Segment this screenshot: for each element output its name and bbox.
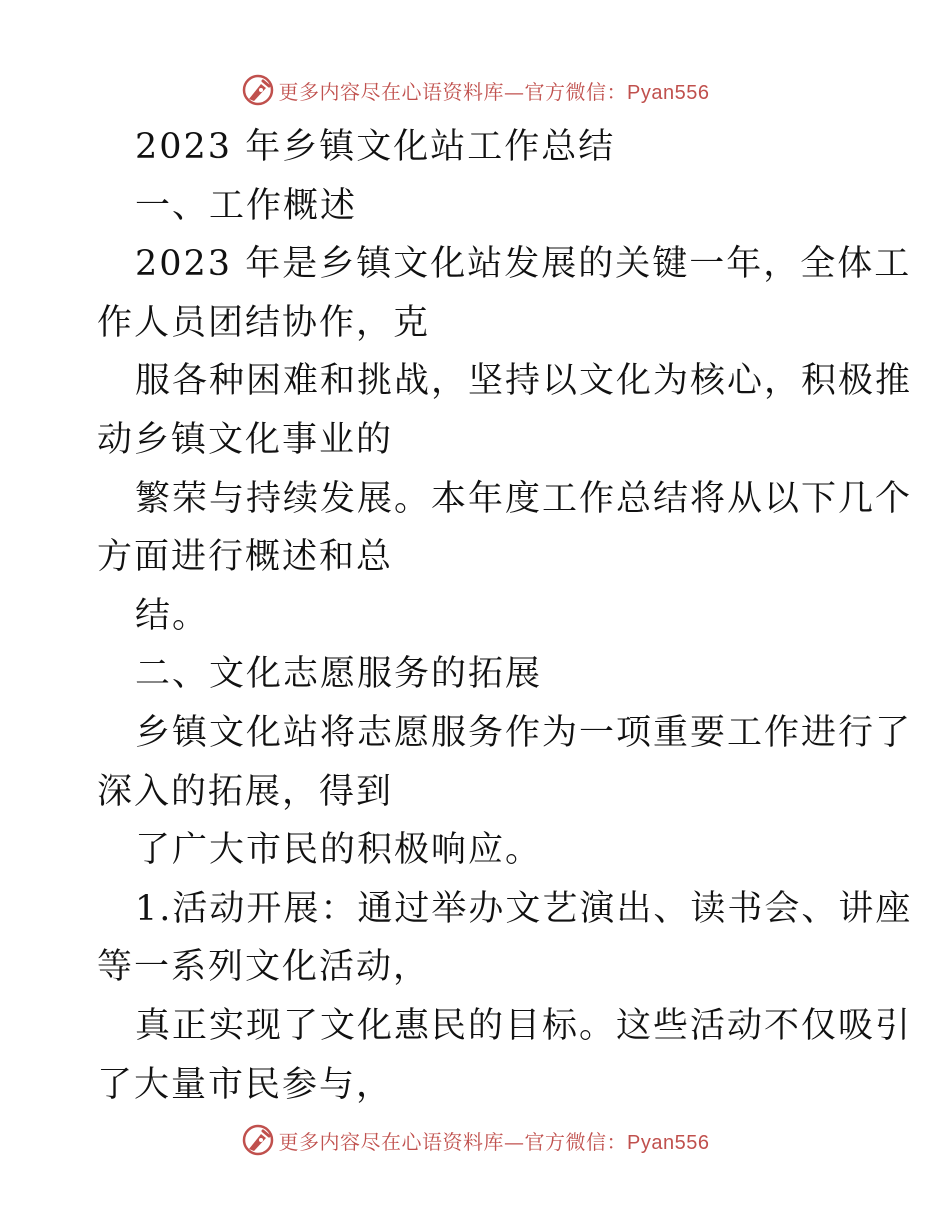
text-line: 繁荣与持续发展。本年度工作总结将从以下几个	[135, 478, 913, 519]
text-line: 了广大市民的积极响应。	[135, 830, 543, 871]
text-line: 结。	[135, 595, 210, 636]
text-line: 一、工作概述	[135, 185, 358, 226]
text-line: 二、文化志愿服务的拓展	[135, 654, 543, 695]
text-line: 2023 年是乡镇文化站发展的关键一年，全体工	[135, 244, 912, 285]
watermark-handle: Pyan556	[627, 81, 710, 104]
pen-nib-circle-icon	[241, 1123, 275, 1157]
text-line: 方面进行概述和总	[97, 537, 394, 578]
text-line: 了大量市民参与，	[97, 1064, 394, 1105]
text-line: 乡镇文化站将志愿服务作为一项重要工作进行了	[135, 712, 913, 753]
text-line: 等一系列文化活动，	[97, 947, 431, 988]
document-body	[97, 118, 913, 1114]
watermark-label: 更多内容尽在心语资料库—官方微信：	[278, 1129, 628, 1154]
header-watermark	[0, 70, 950, 110]
text-line: 动乡镇文化事业的	[97, 419, 394, 460]
text-line: 作人员团结协作，克	[97, 302, 431, 343]
watermark-label: 更多内容尽在心语资料库—官方微信：	[278, 79, 628, 104]
text-line: 服各种困难和挑战，坚持以文化为核心，积极推	[135, 361, 913, 402]
watermark-handle: Pyan556	[627, 1131, 710, 1154]
text-line: 深入的拓展，得到	[97, 771, 394, 812]
watermark-text	[279, 1126, 710, 1155]
footer-watermark	[0, 1120, 950, 1160]
text-line: 真正实现了文化惠民的目标。这些活动不仅吸引	[135, 1005, 913, 1046]
pen-nib-circle-icon	[241, 73, 275, 107]
watermark-text	[279, 76, 710, 105]
text-line: 1.活动开展：通过举办文艺演出、读书会、讲座	[135, 888, 913, 929]
text-line: 2023 年乡镇文化站工作总结	[135, 127, 616, 167]
